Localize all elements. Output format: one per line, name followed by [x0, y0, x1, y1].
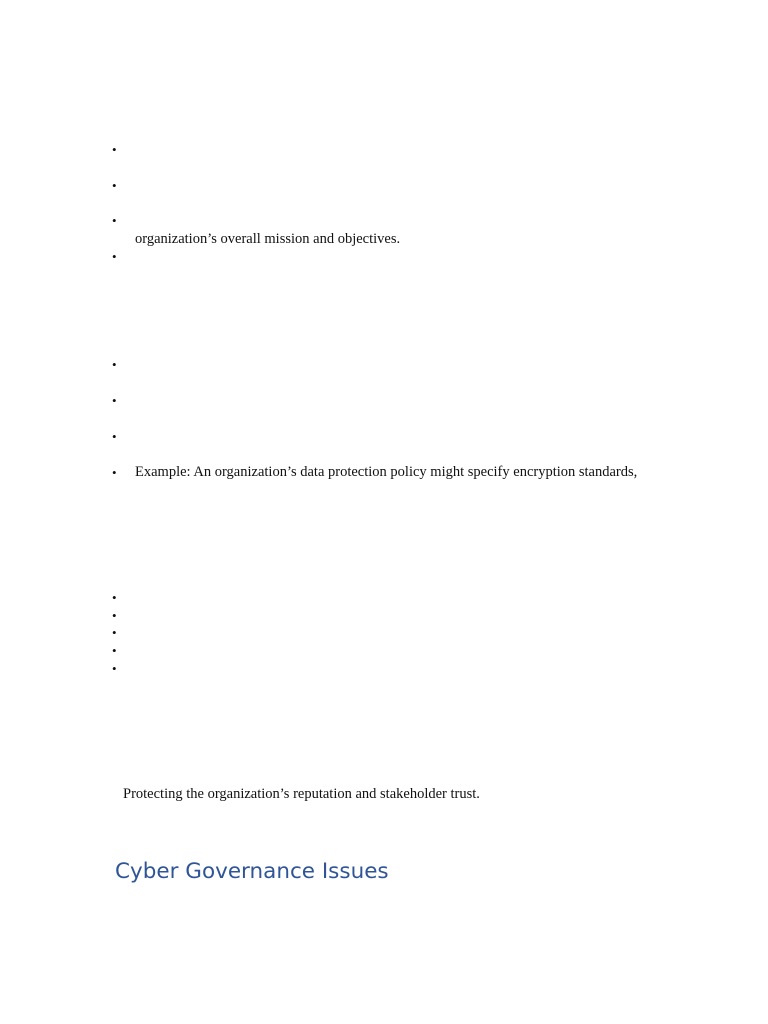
bullet-marker: •: [112, 178, 117, 193]
bullet-marker: •: [112, 357, 117, 372]
bullet-continuation-text: organization’s overall mission and objectives.: [135, 231, 401, 247]
bullet-marker: •: [112, 249, 117, 264]
example-text: Example: An organization’s data protection policy might specify encryption standards,: [135, 464, 638, 480]
bullet-marker: •: [112, 661, 117, 676]
bullet-marker: •: [112, 393, 117, 408]
bullet-marker: •: [112, 625, 117, 640]
bullet-marker: •: [112, 643, 117, 658]
bullet-marker: •: [112, 429, 117, 444]
bullet-marker: •: [112, 608, 117, 623]
bullet-marker: •: [112, 465, 117, 480]
bullet-marker: •: [112, 213, 117, 228]
bullet-marker: •: [112, 142, 117, 157]
body-paragraph: Protecting the organization’s reputation and stakeholder trust.: [123, 786, 480, 802]
bullet-marker: •: [112, 590, 117, 605]
section-heading: Cyber Governance Issues: [115, 859, 389, 884]
